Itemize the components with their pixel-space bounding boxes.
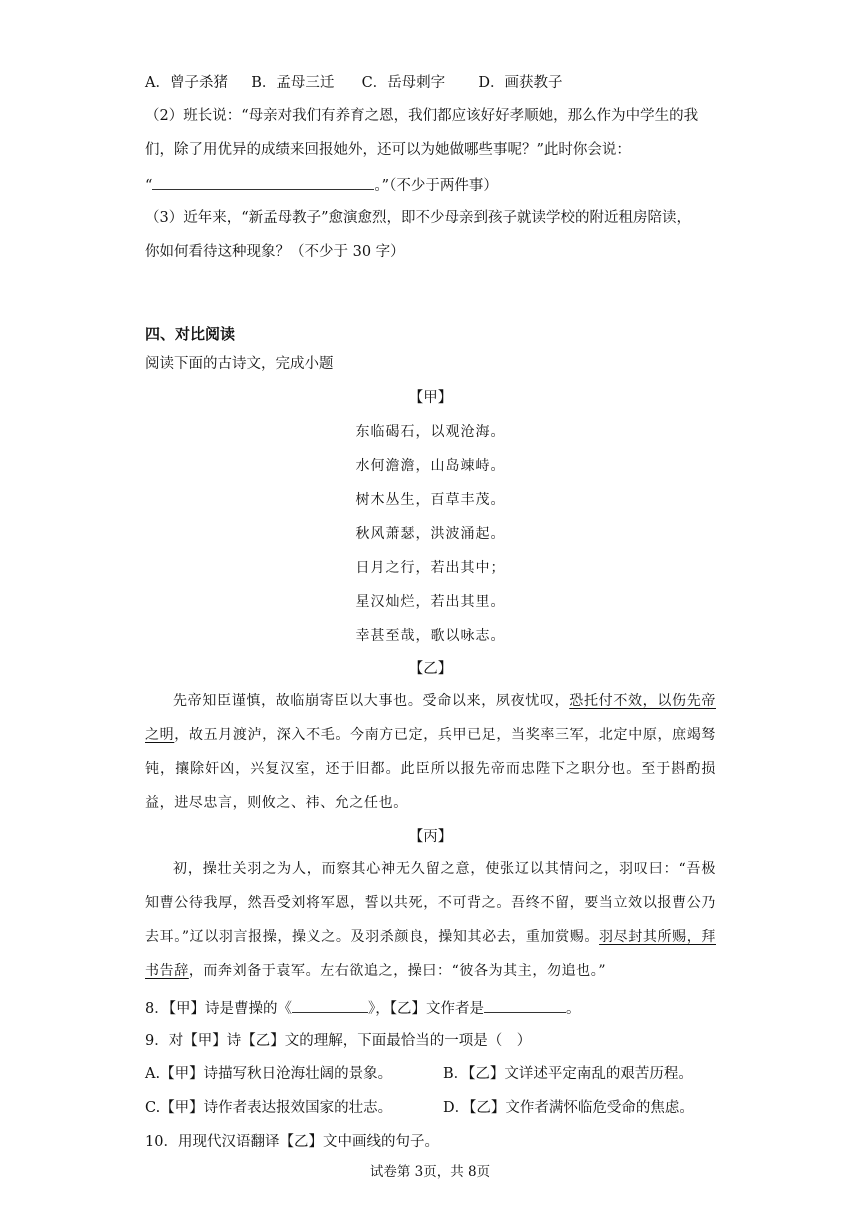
q8-blank-author[interactable] xyxy=(484,997,566,1013)
page-footer: 试卷第 3页，共 8页 xyxy=(369,1164,491,1180)
sub3-line1: （3）近年来，“新孟母教子”愈演愈烈，即不少母亲到孩子就读学校的附近租房陪读， xyxy=(145,210,692,226)
jia-label: 【甲】 xyxy=(408,390,453,406)
question-10-stem: 10．用现代汉语翻译【乙】文中画线的句子。 xyxy=(145,1134,439,1150)
q9-option-c[interactable]: C.【甲】诗作者表达报效国家的壮志。 xyxy=(145,1100,393,1116)
sub3-line2: 你如何看待这种现象？（不少于 30 字） xyxy=(145,244,405,260)
question-9-stem: 9．对【甲】诗【乙】文的理解，下面最恰当的一项是（ ） xyxy=(145,1033,532,1049)
bing-underlined-sentence: 羽尽封其所赐，拜书告辞 xyxy=(145,929,716,979)
q9-option-a[interactable]: A.【甲】诗描写秋日沧海壮阔的景象。 xyxy=(145,1066,393,1082)
poem-line: 星汉灿烂，若出其里。 xyxy=(355,594,506,610)
poem-line: 东临碣石，以观沧海。 xyxy=(355,424,506,440)
poem-line: 树木丛生，百草丰茂。 xyxy=(355,492,506,508)
option-a: A．曾子杀猪 xyxy=(145,75,228,91)
poem-line: 水何澹澹，山岛竦峙。 xyxy=(355,458,506,474)
yi-label: 【乙】 xyxy=(408,661,453,677)
poem-line: 秋风萧瑟，洪波涌起。 xyxy=(355,526,506,542)
sub2-line2: 们，除了用优异的成绩来回报她外，还可以为她做哪些事呢？”此时你会说： xyxy=(145,142,631,158)
poem-line: 幸甚至哉，歌以咏志。 xyxy=(355,628,506,644)
sub2-line3: “ 。”（不少于两件事） xyxy=(145,174,498,196)
q9-option-d[interactable]: D．【乙】文作者满怀临危受命的焦虑。 xyxy=(443,1100,694,1116)
question-8: 8．【甲】诗是曹操的《 》，【乙】文作者是 。 xyxy=(145,997,580,1019)
bing-label: 【丙】 xyxy=(408,829,453,845)
poem-line: 日月之行，若出其中； xyxy=(355,560,506,576)
section-title: 四、对比阅读 xyxy=(145,325,236,343)
option-d: D．画获教子 xyxy=(478,75,563,91)
q8-blank-title[interactable] xyxy=(292,997,368,1013)
q7-options-row xyxy=(145,73,563,93)
sub2-line1: （2）班长说：“母亲对我们有养育之恩，我们都应该好好孝顺她，那么作为中学生的我 xyxy=(145,108,699,124)
answer-blank[interactable] xyxy=(152,174,374,190)
section-instruction: 阅读下面的古诗文，完成小题 xyxy=(145,356,334,372)
yi-underlined-sentence: 恐托付不效，以伤先帝之明 xyxy=(145,693,716,743)
q9-option-b[interactable]: B．【乙】文详述平定南乱的艰苦历程。 xyxy=(443,1066,693,1082)
yi-passage: 先帝知臣谨慎，故临崩寄臣以大事也。受命以来，夙夜忧叹，恐托付不效，以伤先帝之明，故五月渡泸，深入不毛。今南方已定，兵甲已足，当奖率三军，北定中原，庶竭驽钝，攘除奸凶，兴复汉室，还于旧都。此臣所以报先帝而忠陛下之职分也。至于斟酌损益，进尽忠言，则攸之、祎、允之任也。 xyxy=(145,693,717,811)
option-c: C．岳母刺字 xyxy=(361,75,446,91)
bing-passage: 初，操壮关羽之为人，而察其心神无久留之意，使张辽以其情问之，羽叹曰：“吾极知曹公待我厚，然吾受刘将军恩，誓以共死，不可背之。吾终不留，要当立效以报曹公乃去耳。”辽以羽言报操，操义之。及羽杀颜良，操知其必去，重加赏赐。羽尽封其所赐，拜书告辞，而奔刘备于袁军。左右欲追之，操曰：“彼各为其主，勿追也。” xyxy=(145,861,716,979)
option-b: B．孟母三迁 xyxy=(251,75,335,91)
